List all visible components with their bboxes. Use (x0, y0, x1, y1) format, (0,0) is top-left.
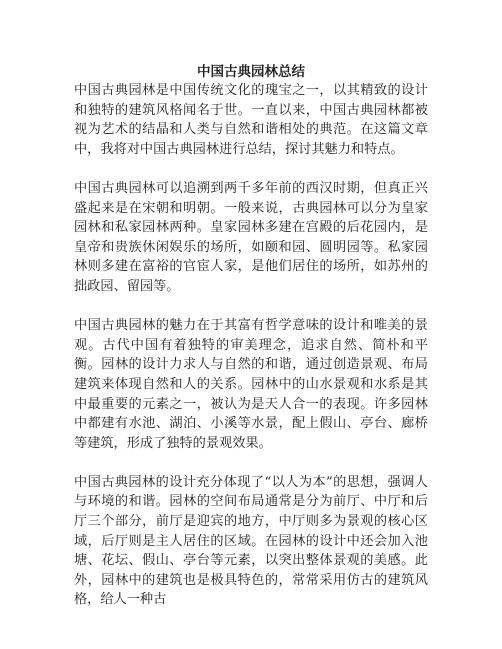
paragraph-design: 中国古典园林的设计充分体现了“以人为本”的思想，强调人与环境的和谐。园林的空间布局通常是分为前厅、中厅和后厅三个部分，前厅是迎宾的地方，中厅则多为景观的核心区域，后厅则是主人居住的区域。在园林的设计中还会加入池塘、花坛、假山、亭台等元素，以突出整体景观的美感。此外，园林中的建筑也是极具特色的，常常采用仿古的建筑风格，给人一种古 (74, 474, 428, 608)
paragraph-history: 中国古典园林可以追溯到两千多年前的西汉时期，但真正兴盛起来是在宋朝和明朝。一般来说，古典园林可以分为皇家园林和私家园林两种。皇家园林多建在宫殿的后花园内，是皇帝和贵族休闲娱乐的场所，如颐和园、圆明园等。私家园林则多建在富裕的官宦人家，是他们居住的场所，如苏州的拙政园、留园等。 (74, 180, 428, 294)
paragraph-charm: 中国古典园林的魅力在于其富有哲学意味的设计和唯美的景观。古代中国有着独特的审美理念，追求自然、简朴和平衡。园林的设计力求人与自然的和谐，通过创造景观、布局建筑来体现自然和人的关系。园林中的山水景观和水系是其中最重要的元素之一，被认为是天人合一的表现。许多园林中都建有水池、湖泊、小溪等水景，配上假山、亭台、廊桥等建筑，形成了独特的景观效果。 (74, 318, 428, 451)
paragraph-intro: 中国古典园林是中国传统文化的瑰宝之一，以其精致的设计和独特的建筑风格闻名于世。一直以来，中国古典园林都被视为艺术的结晶和人类与自然和谐相处的典范。在这篇文章中，我将对中国古典园林进行总结，探讨其魅力和特点。 (74, 83, 428, 157)
document-title: 中国古典园林总结 (197, 64, 305, 80)
document-body (74, 81, 428, 630)
